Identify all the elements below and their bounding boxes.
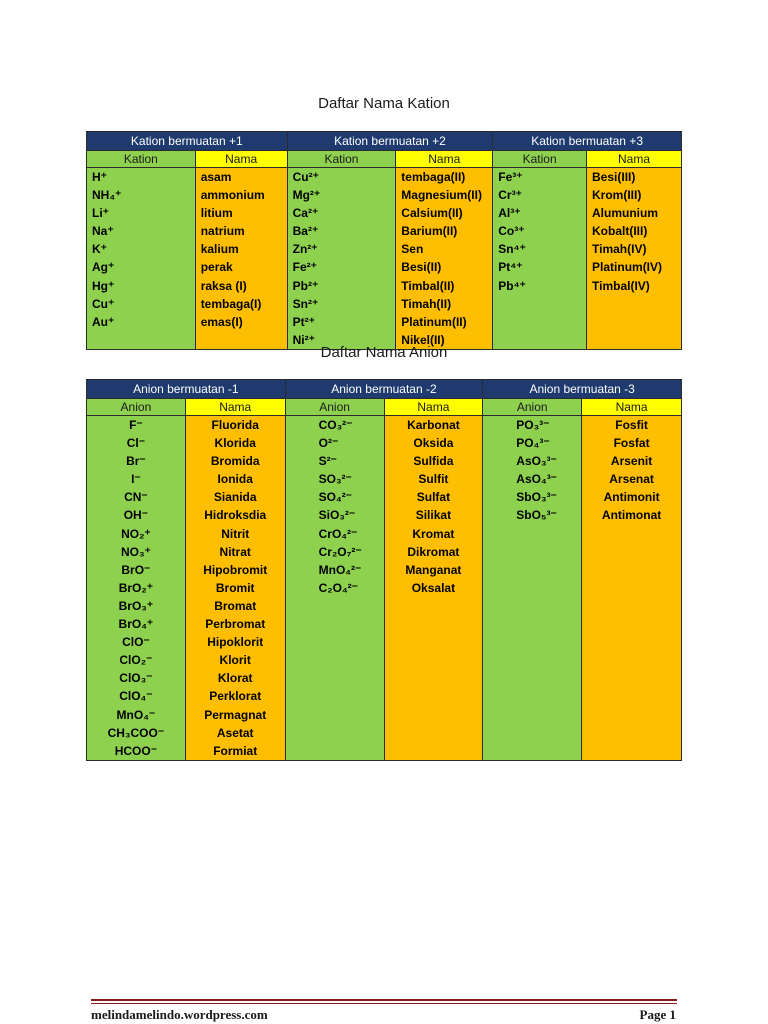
kation-title: Daftar Nama Kation bbox=[318, 95, 450, 112]
kation-names-cell bbox=[195, 168, 287, 350]
anion-name: Oksalat bbox=[411, 580, 456, 595]
anion-name: Antimonat bbox=[601, 508, 662, 523]
anion-name: Perbromat bbox=[205, 617, 266, 632]
anion-group-3-header: Anion bermuatan -3 bbox=[483, 380, 682, 399]
kation-symbol: Sn⁴⁺ bbox=[498, 242, 526, 257]
kation-symbol: Li⁺ bbox=[92, 206, 109, 221]
anion-symbol: AsO₃³⁻ bbox=[516, 454, 557, 469]
kation-col-header: Kation bbox=[287, 151, 396, 168]
anion-name: Ionida bbox=[217, 472, 253, 487]
kation-names-cell bbox=[587, 168, 682, 350]
kation-symbol: Pb⁴⁺ bbox=[498, 278, 526, 293]
kation-name: Nikel(II) bbox=[401, 332, 445, 347]
kation-name: Besi(II) bbox=[401, 260, 442, 275]
kation-name: Timbal(II) bbox=[401, 278, 455, 293]
kation-name: Timah(IV) bbox=[592, 242, 647, 257]
anion-names-cell bbox=[185, 416, 285, 761]
kation-symbols-cell bbox=[287, 168, 396, 350]
anion-names-cell bbox=[384, 416, 483, 761]
footer-rule-thin bbox=[91, 1003, 677, 1004]
kation-symbol: Hg⁺ bbox=[92, 278, 115, 293]
anion-symbol: MnO₄⁻ bbox=[116, 707, 156, 722]
kation-symbol: H⁺ bbox=[92, 170, 107, 184]
anion-symbol: BrO⁻ bbox=[121, 562, 151, 577]
anion-symbol: BrO₃⁺ bbox=[118, 598, 154, 613]
anion-symbol: O²⁻ bbox=[318, 436, 339, 451]
nama-col-header: Nama bbox=[587, 151, 682, 168]
kation-symbol: Pt²⁺ bbox=[292, 314, 315, 329]
kation-symbol: K⁺ bbox=[92, 242, 107, 257]
nama-col-header: Nama bbox=[396, 151, 493, 168]
kation-name: litium bbox=[200, 206, 233, 221]
anion-symbols-cell bbox=[483, 416, 582, 761]
anion-symbol: CN⁻ bbox=[124, 490, 148, 505]
anion-name: Sianida bbox=[213, 490, 257, 505]
anion-name: Hipobromit bbox=[203, 562, 268, 577]
anion-symbol: NO₂⁺ bbox=[121, 526, 151, 541]
footer-site: melindamelindo.wordpress.com bbox=[91, 1007, 268, 1022]
anion-symbol: SbO₃³⁻ bbox=[516, 490, 557, 505]
kation-symbol: Cu⁺ bbox=[92, 296, 115, 311]
anion-symbol: AsO₄³⁻ bbox=[516, 472, 558, 487]
kation-group-3-header: Kation bermuatan +3 bbox=[493, 132, 682, 151]
kation-name: natrium bbox=[200, 224, 245, 239]
kation-symbol: Al³⁺ bbox=[498, 206, 521, 221]
kation-name: perak bbox=[200, 260, 233, 275]
anion-symbol: C₂O₄²⁻ bbox=[318, 580, 359, 595]
anion-name: Manganat bbox=[405, 562, 462, 577]
nama-col-header: Nama bbox=[195, 151, 287, 168]
kation-names-cell bbox=[396, 168, 493, 350]
kation-name: Timbal(IV) bbox=[592, 278, 650, 293]
anion-col-header: Anion bbox=[285, 399, 384, 416]
anion-symbol: I⁻ bbox=[131, 472, 141, 487]
anion-symbol: Cl⁻ bbox=[126, 436, 146, 451]
anion-symbols-cell bbox=[87, 416, 186, 761]
anion-name: Dikromat bbox=[407, 544, 460, 559]
anion-name: Antimonit bbox=[603, 490, 660, 505]
anion-symbol: PO₄³⁻ bbox=[516, 436, 550, 451]
anion-name: Fluorida bbox=[211, 418, 259, 432]
anion-name: Arsenit bbox=[610, 454, 653, 469]
anion-symbol: ClO₃⁻ bbox=[119, 671, 153, 686]
anion-col-header: Anion bbox=[483, 399, 582, 416]
kation-symbol: Na⁺ bbox=[92, 224, 114, 239]
anion-name: Nitrit bbox=[221, 526, 250, 541]
kation-name: Platinum(II) bbox=[401, 314, 467, 329]
footer-rule-thick bbox=[91, 999, 677, 1001]
kation-name: emas(I) bbox=[200, 314, 243, 329]
kation-name: ammonium bbox=[200, 188, 265, 203]
anion-name: Sulfat bbox=[416, 490, 451, 505]
anion-name: Permagnat bbox=[204, 707, 267, 722]
anion-name: Kromat bbox=[412, 526, 455, 541]
anion-title: Daftar Nama Anion bbox=[320, 344, 448, 361]
kation-symbol: Cu²⁺ bbox=[292, 170, 319, 184]
kation-col-header: Kation bbox=[493, 151, 587, 168]
anion-name: Sulfit bbox=[418, 472, 449, 487]
kation-symbols-cell bbox=[493, 168, 587, 350]
kation-group-2-header: Kation bermuatan +2 bbox=[287, 132, 493, 151]
anion-name: Arsenat bbox=[609, 472, 654, 487]
kation-name: Platinum(IV) bbox=[592, 260, 663, 275]
kation-name: Krom(III) bbox=[592, 188, 642, 203]
kation-symbols-cell bbox=[87, 168, 196, 350]
kation-symbol: Sn²⁺ bbox=[292, 296, 319, 311]
nama-col-header: Nama bbox=[582, 399, 682, 416]
kation-symbol: Co³⁺ bbox=[498, 224, 525, 239]
kation-name: Besi(III) bbox=[592, 170, 636, 184]
anion-name: Nitrat bbox=[219, 544, 251, 559]
anion-symbols-cell bbox=[285, 416, 384, 761]
anion-symbol: F⁻ bbox=[129, 418, 143, 432]
anion-symbol: SO₄²⁻ bbox=[318, 490, 353, 505]
kation-symbol: Ba²⁺ bbox=[292, 224, 319, 239]
anion-symbol: S²⁻ bbox=[318, 454, 337, 469]
footer-page-number: Page 1 bbox=[639, 1007, 676, 1022]
anion-symbol: OH⁻ bbox=[123, 508, 149, 523]
anion-symbol: MnO₄²⁻ bbox=[318, 562, 362, 577]
kation-symbol: Ni²⁺ bbox=[292, 332, 315, 347]
kation-symbol: NH₄⁺ bbox=[92, 188, 122, 203]
anion-group-1-header: Anion bermuatan -1 bbox=[87, 380, 286, 399]
anion-symbol: SiO₃²⁻ bbox=[318, 508, 356, 523]
nama-col-header: Nama bbox=[384, 399, 483, 416]
kation-name: raksa (I) bbox=[200, 278, 247, 293]
kation-group-1-header: Kation bermuatan +1 bbox=[87, 132, 288, 151]
anion-col-header: Anion bbox=[87, 399, 186, 416]
anion-symbol: SbO₅³⁻ bbox=[516, 508, 557, 523]
anion-name: Hipoklorit bbox=[207, 635, 264, 650]
kation-symbol: Mg²⁺ bbox=[292, 188, 321, 203]
anion-name: Fosfit bbox=[615, 418, 648, 432]
anion-name: Perklorat bbox=[209, 689, 262, 704]
anion-name: Bromida bbox=[210, 454, 260, 469]
anion-name: Silikat bbox=[415, 508, 452, 523]
kation-symbol: Ca²⁺ bbox=[292, 206, 319, 221]
anion-table bbox=[86, 379, 682, 761]
anion-name: Hidroksdia bbox=[204, 508, 267, 523]
anion-symbol: HCOO⁻ bbox=[114, 743, 158, 758]
kation-name: kalium bbox=[200, 242, 239, 257]
anion-name: Klorida bbox=[214, 436, 256, 451]
anion-symbol: CO₃²⁻ bbox=[318, 418, 353, 432]
anion-name: Oksida bbox=[413, 436, 454, 451]
anion-symbol: ClO₄⁻ bbox=[119, 689, 153, 704]
nama-col-header: Nama bbox=[185, 399, 285, 416]
kation-name: tembaga(I) bbox=[200, 296, 262, 311]
anion-symbol: ClO₂⁻ bbox=[119, 653, 153, 668]
kation-name: Sen bbox=[401, 242, 424, 257]
kation-symbol: Fe³⁺ bbox=[498, 170, 523, 184]
kation-name: Calsium(II) bbox=[401, 206, 463, 221]
kation-name: Magnesium(II) bbox=[401, 188, 482, 203]
kation-name: Alumunium bbox=[592, 206, 659, 221]
kation-name: Timah(II) bbox=[401, 296, 452, 311]
anion-symbol: SO₃²⁻ bbox=[318, 472, 352, 487]
anion-symbol: BrO₄⁺ bbox=[118, 617, 154, 632]
kation-name: Kobalt(III) bbox=[592, 224, 648, 239]
anion-name: Klorat bbox=[217, 671, 253, 686]
anion-name: Fosfat bbox=[613, 436, 650, 451]
anion-name: Bromat bbox=[214, 598, 257, 613]
kation-name: Barium(II) bbox=[401, 224, 458, 239]
anion-symbol: Br⁻ bbox=[126, 454, 146, 469]
kation-symbol: Cr³⁺ bbox=[498, 188, 522, 203]
anion-symbol: CH₃COO⁻ bbox=[107, 725, 165, 740]
kation-symbol: Pb²⁺ bbox=[292, 278, 319, 293]
anion-name: Asetat bbox=[216, 725, 254, 740]
anion-name: Karbonat bbox=[407, 418, 460, 432]
kation-symbol: Pt⁴⁺ bbox=[498, 260, 523, 275]
anion-name: Formiat bbox=[213, 743, 258, 758]
anion-names-cell bbox=[582, 416, 682, 761]
kation-symbol: Au⁺ bbox=[92, 314, 115, 329]
kation-table bbox=[86, 131, 682, 350]
anion-name: Sulfida bbox=[413, 454, 454, 469]
anion-name: Bromit bbox=[215, 580, 255, 595]
kation-name: asam bbox=[200, 170, 232, 184]
anion-name: Klorit bbox=[219, 653, 251, 668]
kation-symbol: Fe²⁺ bbox=[292, 260, 317, 275]
anion-symbol: PO₃³⁻ bbox=[516, 418, 550, 432]
kation-symbol: Ag⁺ bbox=[92, 260, 115, 275]
kation-name: tembaga(II) bbox=[401, 170, 466, 184]
anion-symbol: CrO₄²⁻ bbox=[318, 526, 358, 541]
anion-symbol: ClO⁻ bbox=[122, 635, 150, 650]
anion-symbol: BrO₂⁺ bbox=[118, 580, 154, 595]
anion-symbol: Cr₂O₇²⁻ bbox=[318, 544, 362, 559]
anion-symbol: NO₃⁺ bbox=[120, 544, 151, 559]
anion-group-2-header: Anion bermuatan -2 bbox=[285, 380, 483, 399]
kation-symbol: Zn²⁺ bbox=[292, 242, 318, 257]
kation-col-header: Kation bbox=[87, 151, 196, 168]
